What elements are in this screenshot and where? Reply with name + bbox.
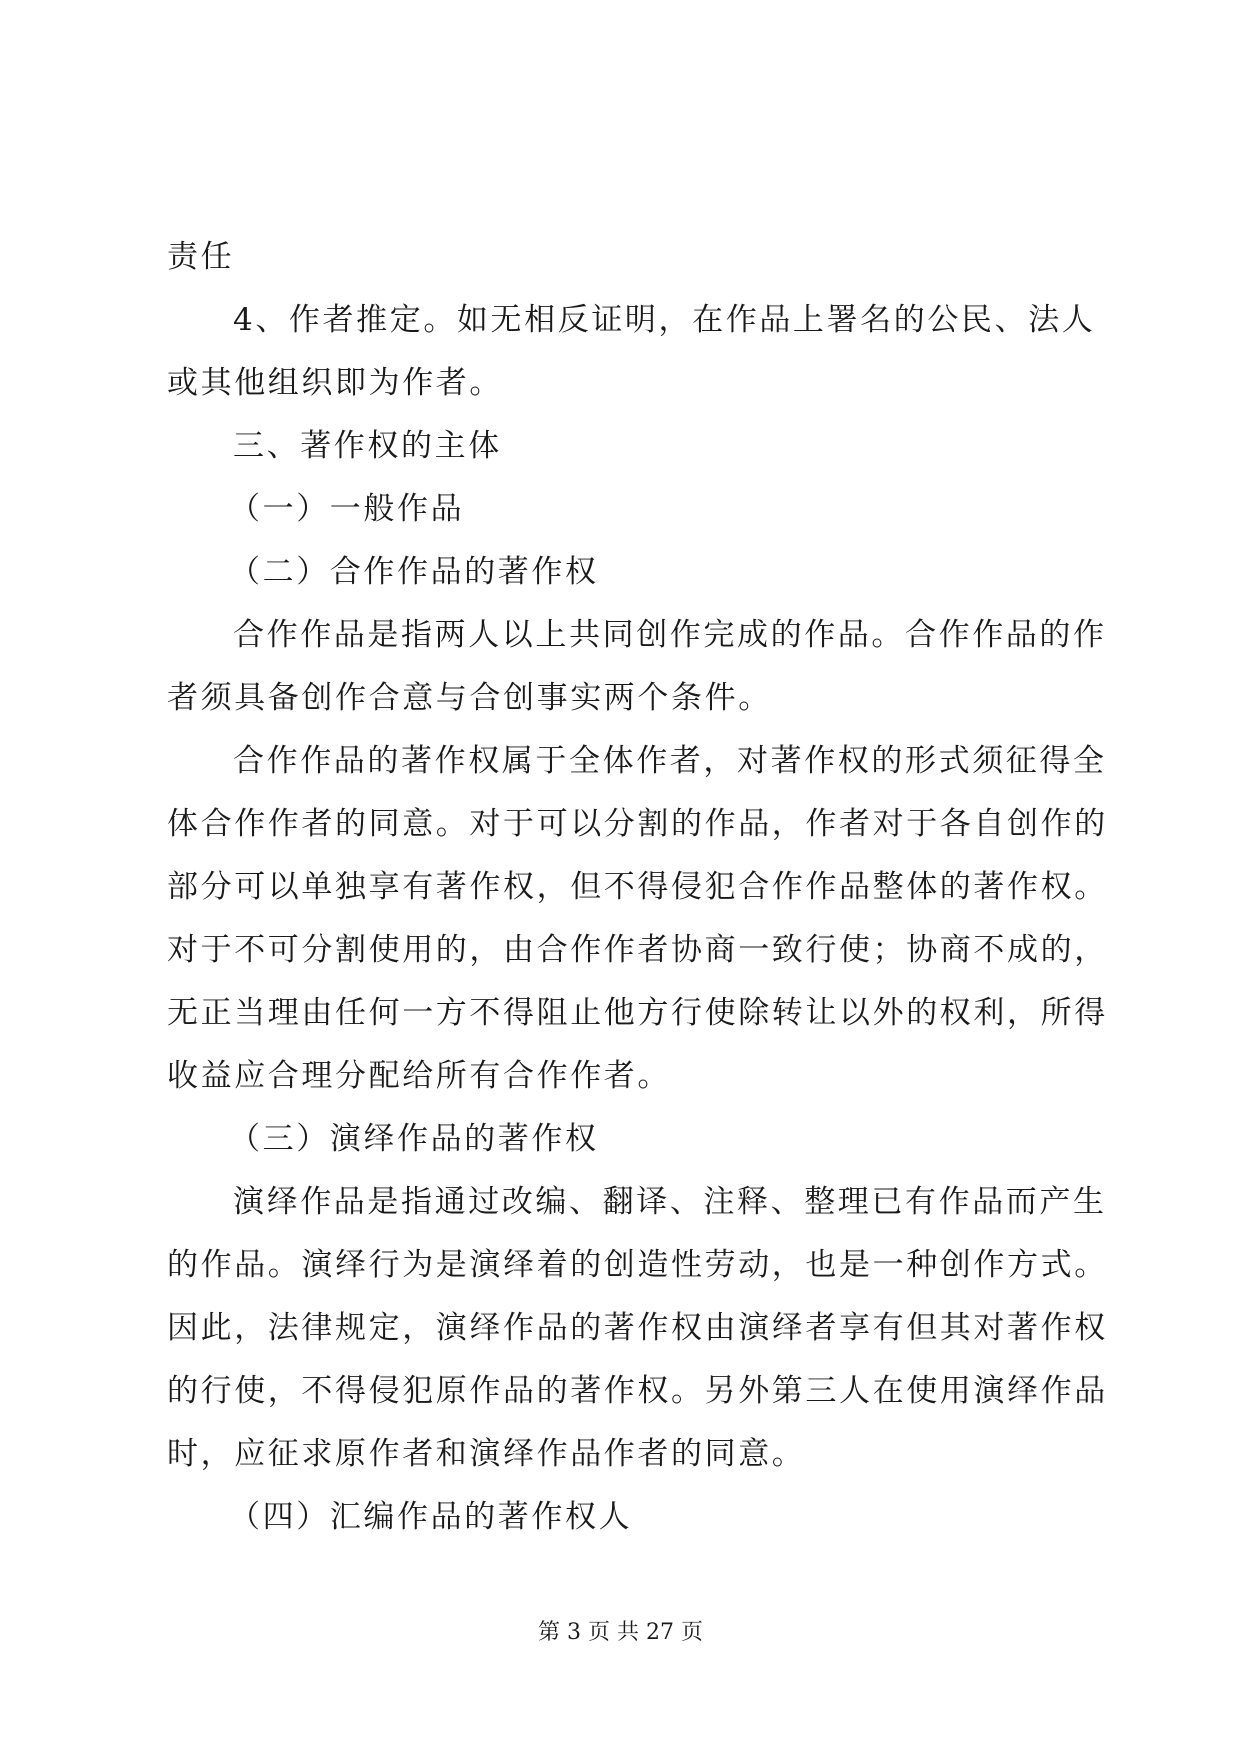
text-line-20: 时，应征求原作者和演绎作品作者的同意。 — [167, 1436, 806, 1472]
section-heading-3: 三、著作权的主体 — [233, 428, 502, 464]
text-line-14: 收益应合理分配给所有合作作者。 — [167, 1058, 671, 1094]
subheading-1: （一）一般作品 — [229, 491, 465, 527]
text-line-9: 合作作品的著作权属于全体作者，对著作权的形式须征得全 — [233, 743, 1107, 779]
text-line-10: 体合作作者的同意。对于可以分割的作品，作者对于各自创作的 — [167, 806, 1108, 842]
text-line-3: 或其他组织即为作者。 — [167, 365, 503, 401]
text-line-2: 4、作者推定。如无相反证明，在作品上署名的公民、法人 — [233, 302, 1096, 338]
text-line-1: 责任 — [167, 239, 235, 275]
text-line-19: 的行使，不得侵犯原作品的著作权。另外第三人在使用演绎作品 — [167, 1373, 1108, 1409]
text-line-12: 对于不可分割使用的，由合作作者协商一致行使；协商不成的， — [167, 932, 1108, 968]
subheading-4: （四）汇编作品的著作权人 — [229, 1499, 633, 1535]
text-line-17: 的作品。演绎行为是演绎着的创造性劳动，也是一种创作方式。 — [167, 1247, 1108, 1283]
text-line-18: 因此，法律规定，演绎作品的著作权由演绎者享有但其对著作权 — [167, 1310, 1108, 1346]
document-body — [167, 226, 1108, 1549]
text-line-16: 演绎作品是指通过改编、翻译、注释、整理已有作品而产生 — [233, 1184, 1107, 1220]
text-line-13: 无正当理由任何一方不得阻止他方行使除转让以外的权利，所得 — [167, 995, 1108, 1031]
page-number-footer: 第 3 页 共 27 页 — [538, 1620, 703, 1645]
subheading-3: （三）演绎作品的著作权 — [229, 1121, 599, 1157]
subheading-2: （二）合作作品的著作权 — [229, 554, 599, 590]
text-line-11: 部分可以单独享有著作权，但不得侵犯合作作品整体的著作权。 — [167, 869, 1108, 905]
text-line-8: 者须具备创作合意与合创事实两个条件。 — [167, 680, 772, 716]
text-line-7: 合作作品是指两人以上共同创作完成的作品。合作作品的作 — [233, 617, 1107, 653]
